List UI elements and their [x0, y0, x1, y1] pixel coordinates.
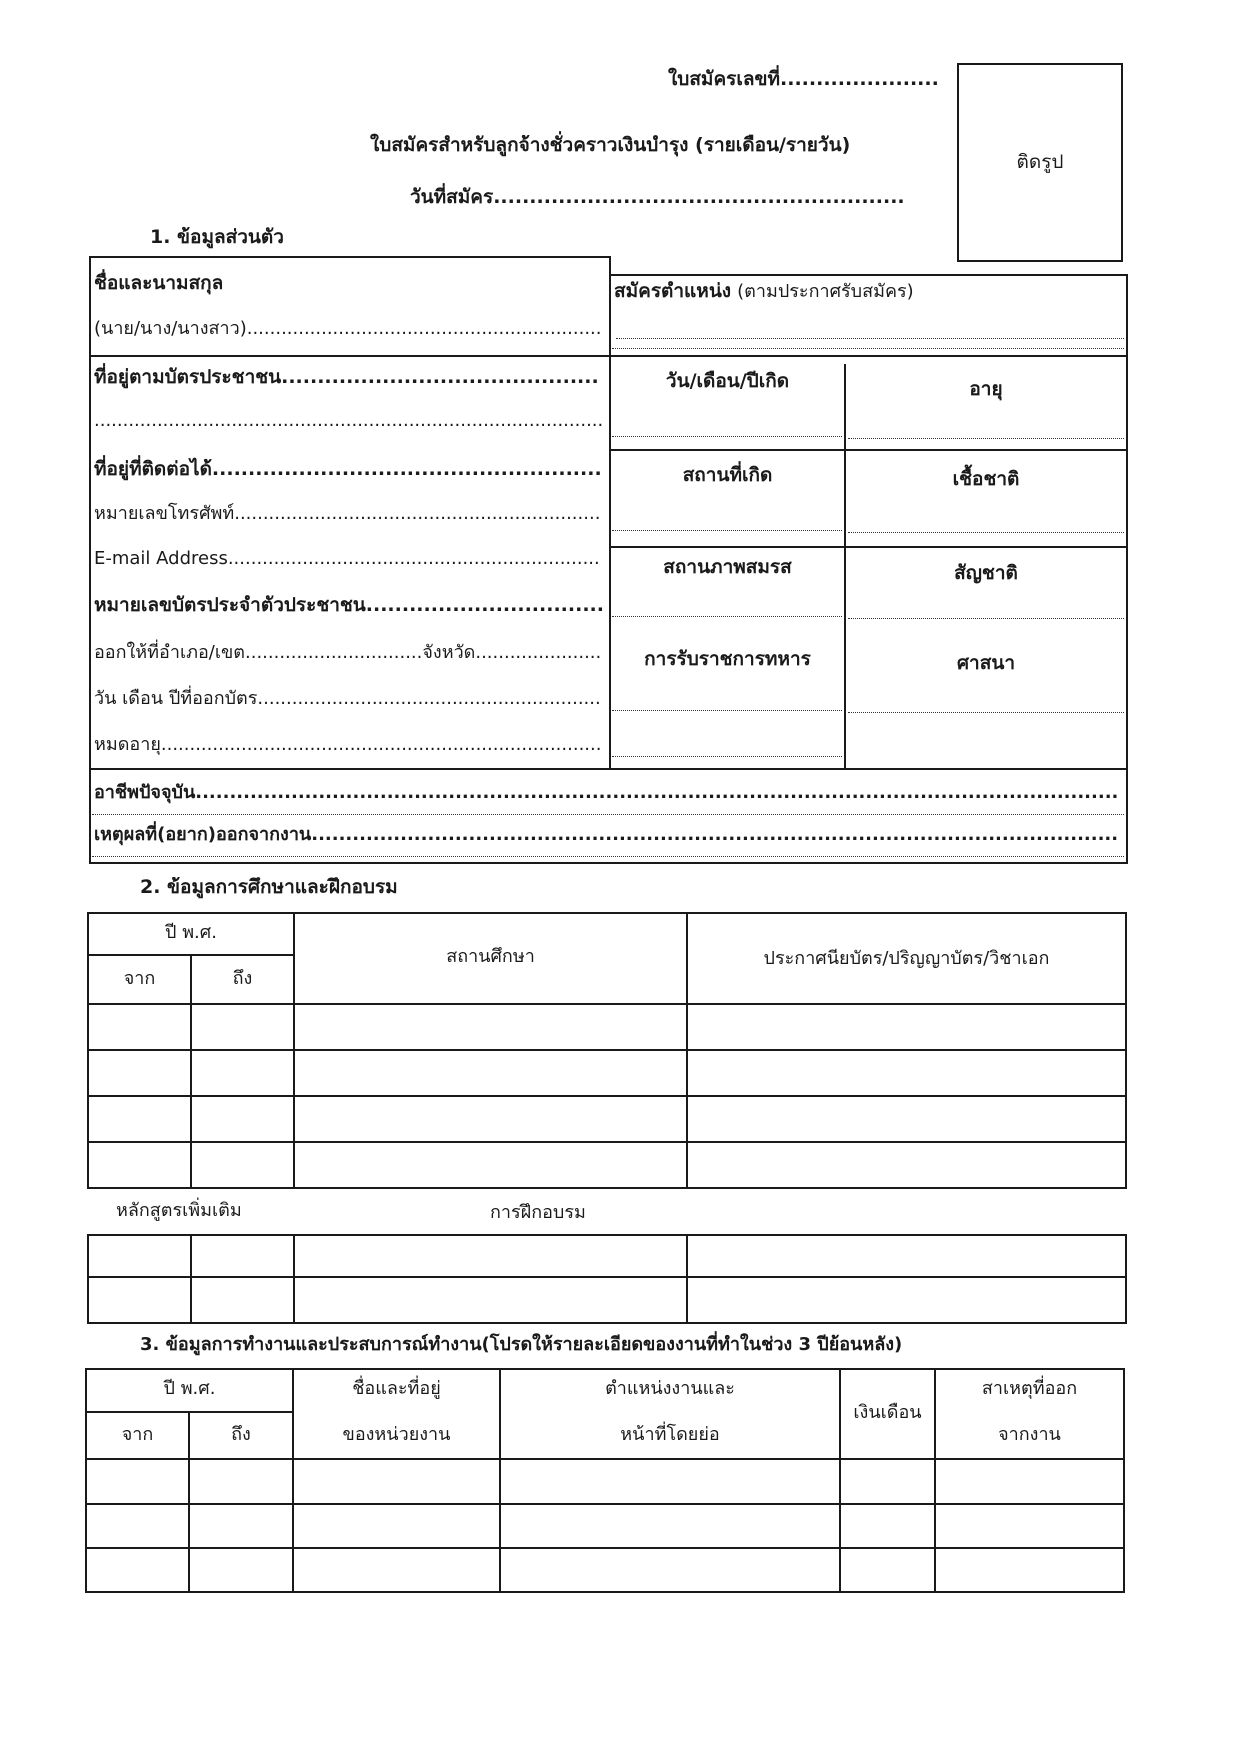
- edu-to-header: ถึง: [232, 968, 253, 989]
- military-label: การรับราชการทหาร: [644, 648, 811, 670]
- position-note: (ตามประกาศรับสมัคร): [737, 281, 914, 302]
- birthplace-label: สถานที่เกิด: [682, 464, 773, 486]
- id-address-line2[interactable]: .........................................................................................: [94, 410, 604, 431]
- issue-date-field[interactable]: วัน เดือน ปีที่ออกบัตร............................................................: [94, 688, 601, 709]
- age-label: อายุ: [969, 378, 1003, 400]
- form-title: ใบสมัครสำหรับลูกจ้างชั่วคราวเงินบำรุง (รายเดือน/รายวัน): [370, 134, 851, 156]
- expiry-field[interactable]: หมดอายุ.............................................................................: [94, 734, 602, 755]
- ethnicity-label: เชื้อชาติ: [952, 468, 1020, 490]
- phone-field[interactable]: หมายเลขโทรศัพท์................................................................: [94, 503, 601, 524]
- section3-heading: 3. ข้อมูลการทำงานและประสบการณ์ทำงาน(โปรดให้รายละเอียดของงานที่ทำในช่วง 3 ปีย้อนหลัง): [140, 1334, 903, 1355]
- work-position-header-1: ตำแหน่งงานและ: [605, 1378, 735, 1399]
- position-label-text: สมัครตำแหน่ง: [614, 280, 732, 302]
- dob-label: วัน/เดือน/ปีเกิด: [665, 370, 790, 392]
- work-employer-header-2: ของหน่วยงาน: [342, 1424, 451, 1445]
- work-reason-header-1: สาเหตุที่ออก: [981, 1378, 1078, 1399]
- section1-heading: 1. ข้อมูลส่วนตัว: [150, 226, 284, 248]
- work-salary-header: เงินเดือน: [853, 1402, 922, 1423]
- work-year-header: ปี พ.ศ.: [163, 1378, 216, 1399]
- edu-from-header: จาก: [123, 968, 156, 989]
- work-position-header-2: หน้าที่โดยย่อ: [620, 1424, 720, 1445]
- edu-degree-header: ประกาศนียบัตร/ปริญญาบัตร/วิชาเอก: [763, 948, 1050, 969]
- religion-label: ศาสนา: [957, 652, 1015, 674]
- photo-box[interactable]: [957, 63, 1123, 262]
- nationality-label: สัญชาติ: [954, 562, 1018, 584]
- application-number-label[interactable]: ใบสมัครเลขที่......................: [668, 68, 939, 90]
- name-label: ชื่อและนามสกุล: [94, 272, 224, 294]
- work-from-header: จาก: [121, 1424, 154, 1445]
- id-card-field[interactable]: หมายเลขบัตรประจำตัวประชาชน.................................: [94, 594, 604, 616]
- work-to-header: ถึง: [231, 1424, 251, 1445]
- leave-reason-field[interactable]: เหตุผลที่(อยาก)ออกจากงาน......................................................................................................................: [94, 824, 1119, 845]
- name-field[interactable]: (นาย/นาง/นางสาว)..............................................................: [94, 318, 602, 339]
- edu-year-header: ปี พ.ศ.: [165, 922, 217, 943]
- id-address-field[interactable]: ที่อยู่ตามบัตรประชาชน............................................: [94, 366, 599, 388]
- work-employer-header-1: ชื่อและที่อยู่: [352, 1378, 441, 1399]
- issued-at-field[interactable]: ออกให้ที่อำเภอ/เขต...............................จังหวัด......................: [94, 642, 602, 663]
- extra-course-label: หลักสูตรเพิ่มเติม: [116, 1200, 242, 1221]
- email-field[interactable]: E-mail Address.................................................................: [94, 548, 600, 569]
- edu-institution-header: สถานศึกษา: [446, 946, 535, 967]
- position-label: [614, 282, 914, 301]
- position-field[interactable]: [616, 338, 1124, 339]
- occupation-field[interactable]: อาชีพปัจจุบัน.......................................................................................................................................: [94, 782, 1119, 803]
- photo-label: ติดรูป: [1016, 151, 1064, 173]
- section2-heading: 2. ข้อมูลการศึกษาและฝึกอบรม: [140, 876, 398, 898]
- work-reason-header-2: จากงาน: [998, 1424, 1061, 1445]
- application-date-label[interactable]: วันที่สมัคร.........................................................: [410, 186, 905, 208]
- marital-label: สถานภาพสมรส: [663, 556, 792, 578]
- training-label: การฝึกอบรม: [490, 1202, 586, 1223]
- contact-address-field[interactable]: ที่อยู่ที่ติดต่อได้......................................................: [94, 458, 602, 480]
